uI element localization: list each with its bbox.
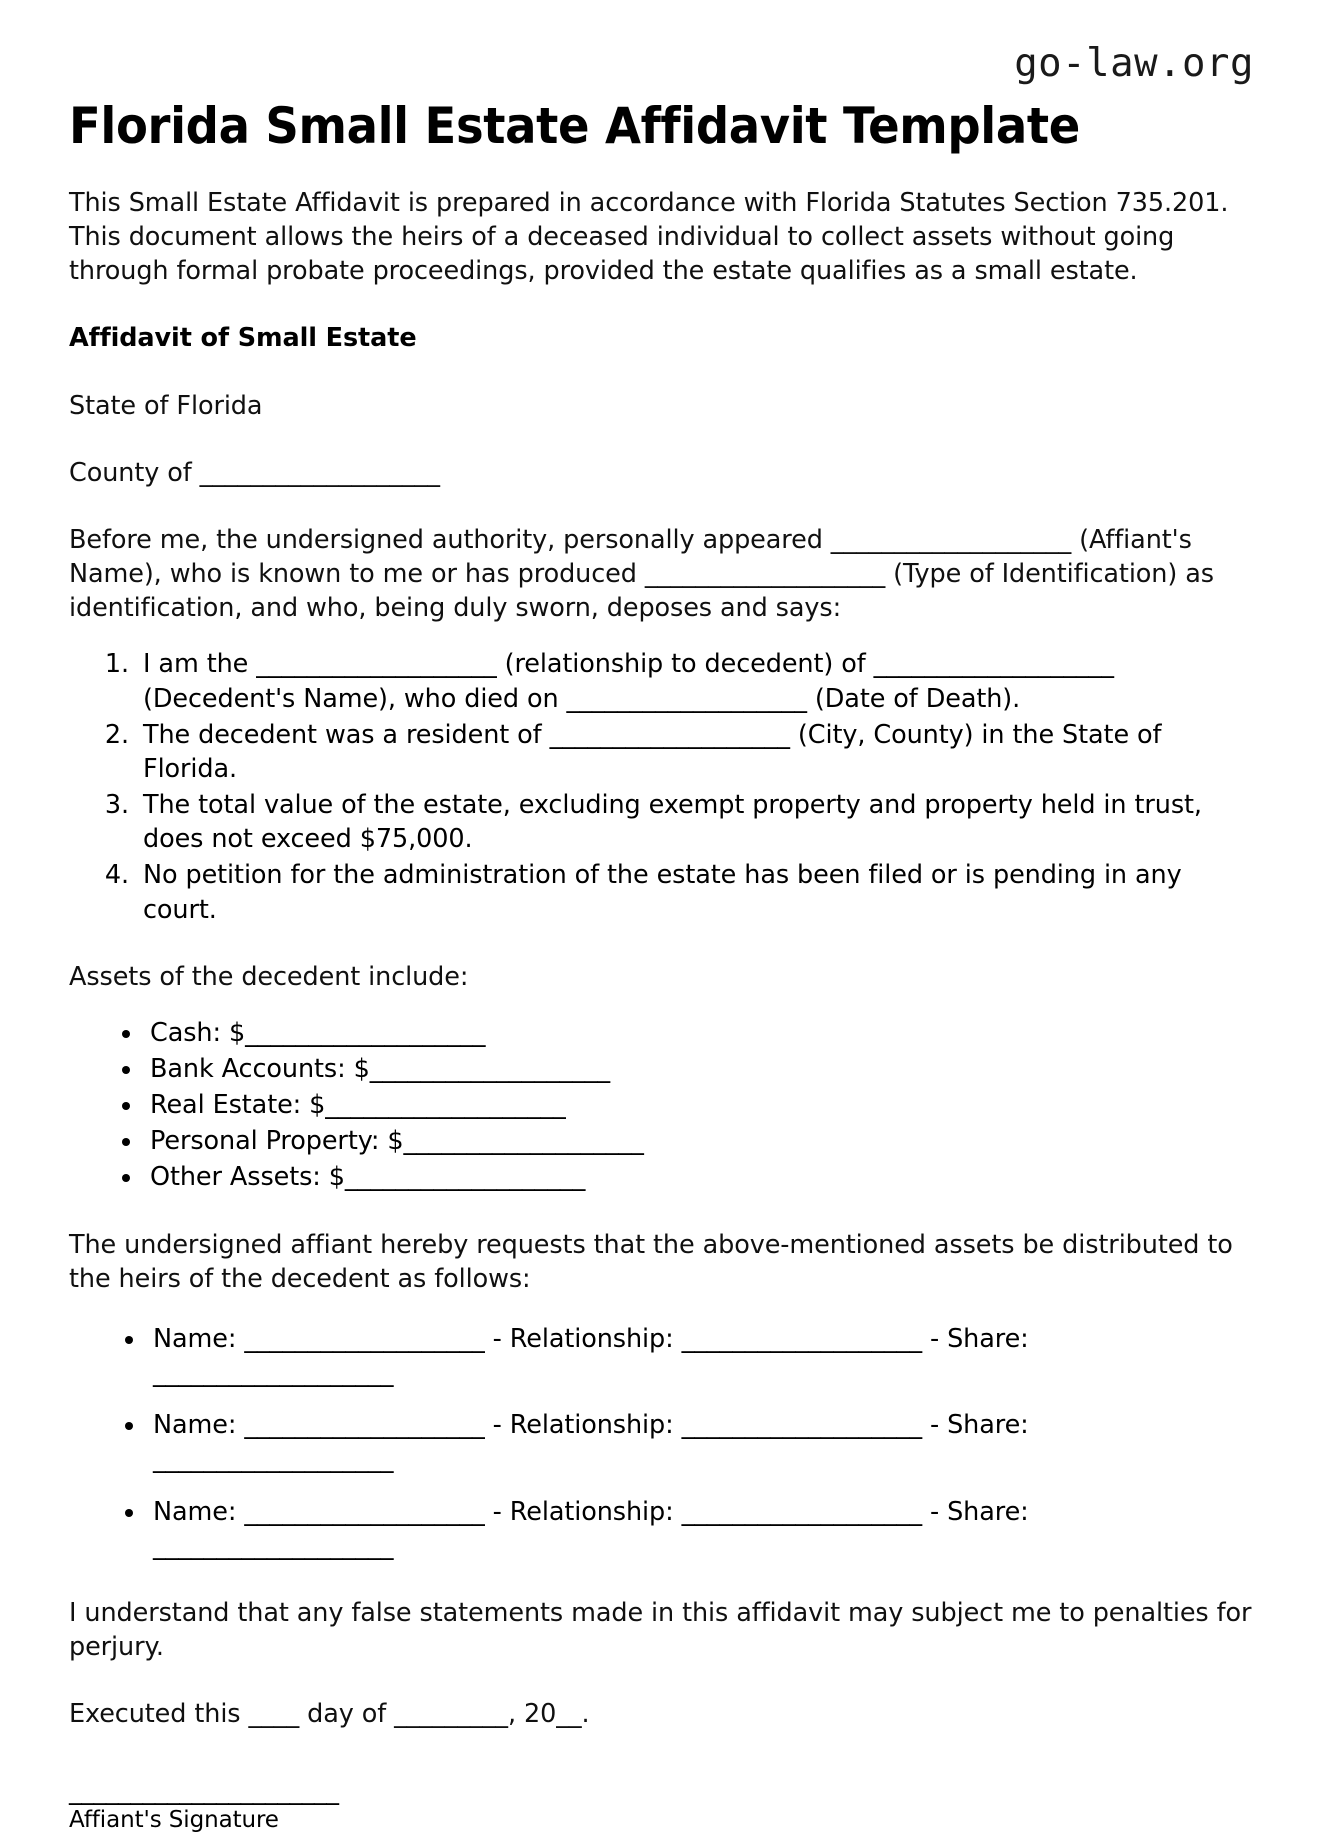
signature-rule: ______________________ xyxy=(69,1776,339,1807)
list-item: • Cash: $___________________ xyxy=(144,1016,1262,1050)
section-heading-affidavit: Affidavit of Small Estate xyxy=(69,323,417,354)
list-item: • Real Estate: $___________________ xyxy=(144,1088,1262,1122)
list-item: • Name: ___________________ - Relationship: ___________________ - Share: ___________________ xyxy=(147,1408,1262,1476)
list-item: • Personal Property: $___________________ xyxy=(144,1124,1262,1158)
list-item: • Name: ___________________ - Relationship: ___________________ - Share: ___________________ xyxy=(147,1322,1262,1390)
heirs-list xyxy=(69,1322,1262,1563)
county-line: County of ___________________ xyxy=(69,457,440,488)
site-brand-logo: go-law.org xyxy=(1014,41,1254,86)
state-line: State of Florida xyxy=(69,390,263,421)
page-title: Florida Small Estate Affidavit Template xyxy=(69,97,1080,155)
assets-intro: Assets of the decedent include: xyxy=(69,961,469,992)
list-item: 2. The decedent was a resident of ___________________ (City, County) in the State of Florida. xyxy=(137,718,1262,786)
list-item: • Bank Accounts: $___________________ xyxy=(144,1052,1262,1086)
list-item: 3. The total value of the estate, excluding exempt property and property held in trust, does not exceed $75,000. xyxy=(137,788,1262,856)
signature-label: Affiant's Signature xyxy=(69,1807,279,1834)
list-item: • Name: ___________________ - Relationship: ___________________ - Share: ___________________ xyxy=(147,1495,1262,1563)
list-item: 4. No petition for the administration of the estate has been filed or is pending in any court. xyxy=(137,858,1262,926)
intro-paragraph: This Small Estate Affidavit is prepared in accordance with Florida Statutes Section 735.201. This document allows the heirs of a deceased individual to collect assets without going through formal probate proceedings, provided the estate qualifies as a small estate. xyxy=(69,188,1229,287)
appearance-paragraph: Before me, the undersigned authority, personally appeared ___________________ (Affiant's Name), who is known to me or has produced ___________________ (Type of Identification) as identification, and who, being duly sworn, deposes and says: xyxy=(69,524,1214,624)
affidavit-statements-list xyxy=(69,647,1262,926)
execution-line: Executed this ____ day of _________, 20__. xyxy=(69,1699,590,1730)
list-item: • Other Assets: $___________________ xyxy=(144,1160,1262,1194)
assets-list xyxy=(69,1016,1262,1195)
distribution-paragraph: The undersigned affiant hereby requests that the above-mentioned assets be distributed to the heirs of the decedent as follows: xyxy=(69,1229,1233,1294)
list-item: 1. I am the ___________________ (relationship to decedent) of ___________________ (Decedent's Name), who died on ___________________ (Date of Death). xyxy=(137,647,1262,715)
perjury-paragraph: I understand that any false statements made in this affidavit may subject me to penalties for perjury. xyxy=(69,1597,1252,1662)
